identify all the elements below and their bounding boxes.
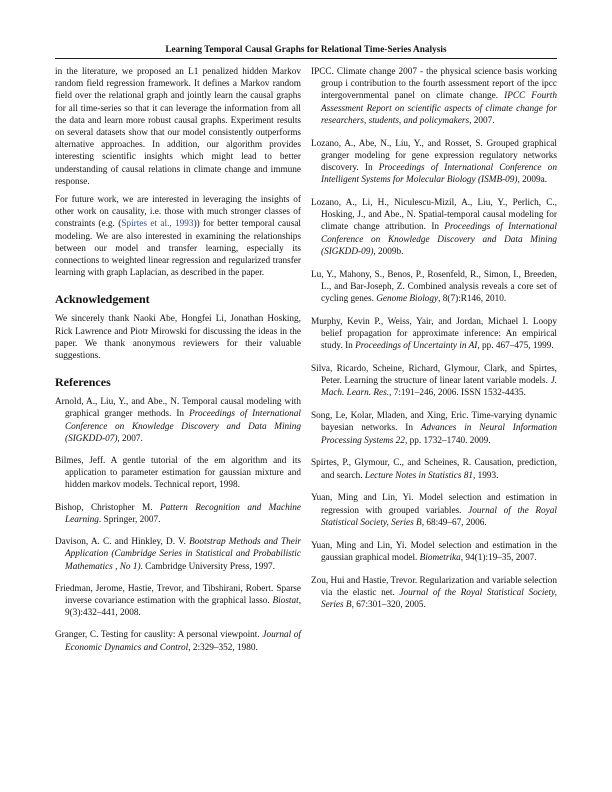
reference-text: Lozano, A., Abe, N., Liu, Y., and Rosset, S. Grouped graphical granger modeling for gene expression regulatory networks discovery. In <box>311 138 557 174</box>
reference-details: . Cambridge University Press, 1997. <box>140 561 275 572</box>
reference-venue: Proceedings of International Conference on Knowledge Discovery and Data Mining (SIGKDD-07) <box>65 409 302 444</box>
reference-text: Bilmes, Jeff. A gentle tutorial of the em algorithm and its application to parameter estimation for gaussian mixture and hidden markov models. Technical report, 1998. <box>55 456 301 491</box>
reference-details: , 68:49–67, 2006. <box>421 517 487 528</box>
reference-entry <box>311 575 557 612</box>
reference-venue: Proceedings of Uncertainty in AI <box>355 341 478 352</box>
reference-entry <box>311 316 557 353</box>
references-heading: References <box>55 375 111 390</box>
reference-entry <box>55 583 301 620</box>
reference-entry <box>55 455 301 492</box>
reference-details: , 2009a. <box>517 175 548 186</box>
reference-venue: Journal of the Royal Statistical Society, Series B <box>321 505 557 528</box>
reference-details: , 2009b. <box>373 246 404 257</box>
reference-venue: Proceedings of International Conference on Knowledge Discovery and Data Mining (SIGKDD-09) <box>321 222 558 257</box>
reference-text: Silva, Ricardo, Scheine, Richard, Glymour, Clark, and Spirtes, Peter. Learning the structure of linear latent variable models. <box>311 364 557 387</box>
conclusion-paragraph-2 <box>55 194 301 279</box>
reference-entry <box>55 502 301 526</box>
reference-details: , 9(3):432–441, 2008. <box>65 595 301 619</box>
reference-venue: J. Mach. Learn. Res. <box>321 376 557 399</box>
reference-text: Friedman, Jerome, Hastie, Trevor, and Tibshirani, Robert. Sparse inverse covariance estimation with the graphical lasso. <box>55 583 301 606</box>
reference-venue: Genome Biology <box>376 294 439 305</box>
conclusion-paragraph-1: in the literature, we proposed an L1 penalized hidden Markov random field regression framework. It defines a Markov random field over the relational graph and jointly learn the causal graphs for all time-series so that it can leverage the information from all the data and learn more robust causal graphs. Experiment results on several datasets show that our model consistently outperforms alternative approaches. In addition, our algorithm provides interesting scientific insights which might lead to better understanding of causal relations in climate change and immune response. <box>55 67 301 187</box>
reference-entry <box>55 536 301 573</box>
reference-entry <box>311 540 557 564</box>
reference-text: Murphy, Kevin P., Weiss, Yair, and Jordan, Michael I. Loopy belief propagation for approximate inference: An empirical study. In <box>311 316 557 352</box>
reference-entry <box>311 138 557 187</box>
reference-text: Spirtes, P., Glymour, C., and Scheines, R. Causation, prediction, and search. <box>311 458 557 481</box>
acknowledgement-text: We sincerely thank Naoki Abe, Hongfei Li, Jonathan Hosking, Rick Lawrence and Piotr Mirowski for discussing the ideas in the paper. We thank anonymous reviewers for their valuable suggestions. <box>55 314 301 362</box>
para2-text-end: )) for better temporal causal modeling. We are also interested in examining the relationships between our model and transfer learning, especially its connections to weighted linear regression and regularized transfer learning with graph Laplacian, as described in the paper. <box>55 219 301 279</box>
reference-text: Song, Le, Kolar, Mladen, and Xing, Eric. Time-varying dynamic bayesian networks. In <box>311 411 557 434</box>
acknowledgement-heading: Acknowledgement <box>55 292 150 307</box>
reference-details: , 7:191–246, 2006. ISSN 1532-4435. <box>389 388 526 399</box>
reference-entry <box>55 396 301 445</box>
reference-details: , 8(7):R146, 2010. <box>438 294 507 305</box>
references-list-right <box>311 66 557 611</box>
reference-details: , 2007. <box>117 433 143 444</box>
reference-venue: Bootstrap Methods and Their Application (Cambridge Series in Statistical and Probabilistic Mathematics , No 1) <box>65 537 301 572</box>
reference-details: , pp. 467–475, 1999. <box>477 341 554 352</box>
reference-venue: Biostat <box>272 595 299 606</box>
header-rule <box>55 58 557 59</box>
reference-text: IPCC. Climate change 2007 - the physical science basis working group i contribution to the fourth assessment report of the ipcc intergovernmental panel on climate change. <box>311 67 557 102</box>
reference-entry <box>311 492 557 529</box>
para2-text-start: For future work, we are interested in leveraging the insights of other work on causality, i.e. those with much stronger classes of constraints (e.g. ( <box>55 195 301 230</box>
reference-text: Davison, A. C. and Hinkley, D. V. <box>55 537 190 548</box>
reference-venue: Journal of the Royal Statistical Society, Series B <box>321 587 557 611</box>
reference-venue: IPCC Fourth Assessment Report on scientific aspects of climate change for researchers, students, and policymakers <box>321 91 558 126</box>
reference-text: Bishop, Christopher M. <box>55 502 161 513</box>
reference-details: , 1993. <box>473 470 499 481</box>
reference-venue: Biometrika <box>419 552 461 563</box>
reference-entry <box>311 457 557 481</box>
reference-entry <box>311 269 557 306</box>
reference-entry <box>55 629 301 653</box>
reference-venue: Advances in Neural Information Processing Systems 22 <box>321 423 558 446</box>
reference-text: Lozano, A., Li, H., Niculescu-Mizil, A., Liu, Y., Perlich, C., Hosking, J., and Abe., N. Spatial-temporal causal modeling for climate change attribution. In <box>311 198 557 233</box>
right-column <box>311 66 557 622</box>
citation-link[interactable]: Spirtes et al., 1993 <box>121 219 194 230</box>
left-column <box>55 66 301 664</box>
reference-entry <box>311 66 557 127</box>
reference-venue: Pattern Recognition and Machine Learning <box>65 502 301 525</box>
reference-text: Lu, Y., Mahony, S., Benos, P., Rosenfeld, R., Simon, I., Breeden, L., and Bar-Joseph, Z. Combined analysis reveals a core set of cycling genes. <box>311 269 557 305</box>
reference-venue: Proceedings of International Conference on Intelligent Systems for Molecular Biology (ISMB-09) <box>321 163 557 186</box>
reference-text: Arnold, A., Liu, Y., and Abe., N. Temporal causal modeling with graphical granger methods. In <box>55 397 301 420</box>
reference-details: , 2007. <box>469 115 495 126</box>
reference-text: Granger, C. Testing for causlity: A personal viewpoint. <box>55 630 263 641</box>
reference-details: . Springer, 2007. <box>98 514 161 525</box>
reference-text: Yuan, Ming and Lin, Yi. Model selection and estimation in regression with grouped variables. <box>311 493 557 516</box>
reference-text: Zou, Hui and Hastie, Trevor. Regularization and variable selection via the elastic net. <box>311 575 557 598</box>
reference-venue: Lecture Notes in Statistics 81 <box>364 470 474 481</box>
reference-details: , 2:329–352, 1980. <box>188 642 258 653</box>
reference-entry <box>311 410 557 447</box>
reference-details: , pp. 1732–1740. 2009. <box>404 435 491 446</box>
reference-entry <box>311 363 557 400</box>
reference-details: , 94(1):19–35, 2007. <box>460 552 537 563</box>
reference-entry <box>311 197 557 258</box>
reference-text: Yuan, Ming and Lin, Yi. Model selection and estimation in the gaussian graphical model. <box>311 540 557 563</box>
reference-venue: Journal of Economic Dynamics and Control <box>65 630 301 653</box>
reference-details: , 67:301–320, 2005. <box>351 600 426 611</box>
references-list-left <box>55 396 301 653</box>
running-header: Learning Temporal Causal Graphs for Relational Time-Series Analysis <box>165 44 447 54</box>
